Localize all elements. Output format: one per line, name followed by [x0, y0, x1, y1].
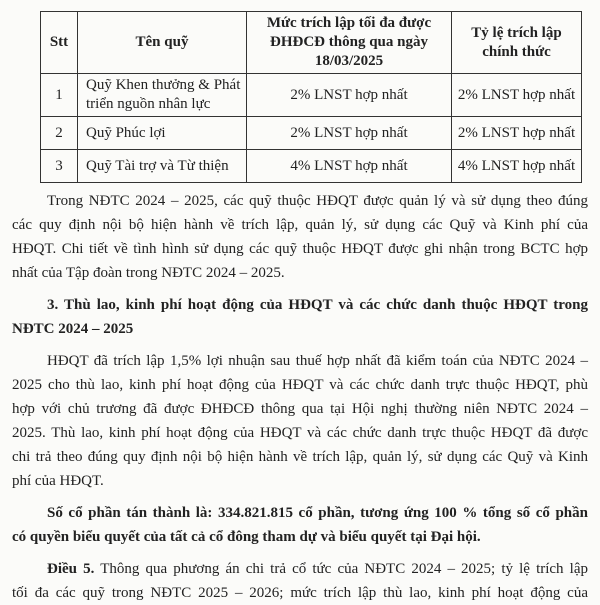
cell-stt: 1 — [41, 74, 78, 117]
table-row — [41, 74, 582, 117]
paragraph-line: 2025 cho thù lao, kinh phí hoạt động của HĐQT và các chức danh trực thuộc HĐQT, phù — [12, 377, 588, 393]
header-fund-name: Tên quỹ — [78, 12, 247, 74]
paragraph-line: Trong NĐTC 2024 – 2025, các quỹ thuộc HĐQT được quản lý và sử dụng theo đúng — [47, 193, 588, 209]
cell-max-rate: 2% LNST hợp nhất — [247, 74, 452, 117]
cell-max-rate: 2% LNST hợp nhất — [247, 117, 452, 150]
cell-stt: 3 — [41, 150, 78, 183]
cell-official-rate: 4% LNST hợp nhất — [452, 150, 582, 183]
section-heading: NĐTC 2024 – 2025 — [12, 321, 134, 337]
header-official-rate: Tỷ lệ trích lập chính thức — [452, 12, 582, 74]
cell-max-rate: 4% LNST hợp nhất — [247, 150, 452, 183]
header-stt: Stt — [41, 12, 78, 74]
paragraph-line: 2025. Thù lao, kinh phí hoạt động của HĐQT và các chức danh trực thuộc HĐQT đã được — [12, 425, 588, 441]
vote-result: có quyền biểu quyết của tất cả cổ đông tham dự và biểu quyết tại Đại hội. — [12, 529, 481, 545]
table-row — [41, 117, 582, 150]
cell-fund-name: Quỹ Phúc lợi — [78, 117, 247, 150]
paragraph-line: nhất của Tập đoàn trong NĐTC 2024 – 2025. — [12, 265, 285, 281]
paragraph-line: HĐQT. Chi tiết về tình hình sử dụng các quỹ thuộc HĐQT được ghi nhận trong BCTC hợp — [12, 241, 588, 257]
article-5-line — [47, 557, 588, 581]
cell-stt: 2 — [41, 117, 78, 150]
header-max-rate: Mức trích lập tối đa được ĐHĐCĐ thông qua ngày 18/03/2025 — [247, 12, 452, 74]
paragraph-line: phí của HĐQT. — [12, 473, 104, 489]
paragraph-line: HĐQT đã trích lập 1,5% lợi nhuận sau thuế hợp nhất đã kiểm toán của NĐTC 2024 – — [47, 353, 588, 369]
paragraph-line: các quy định nội bộ hiện hành về trích lập, quản lý, sử dụng các Quỹ và Kinh phí của — [12, 217, 588, 233]
fund-table — [40, 11, 582, 183]
cell-official-rate: 2% LNST hợp nhất — [452, 117, 582, 150]
paragraph-line: hợp với chủ trương đã được ĐHĐCĐ thông qua tại Hội nghị thường niên NĐTC 2024 – — [12, 401, 588, 417]
table-header-row — [41, 12, 582, 74]
cell-official-rate: 2% LNST hợp nhất — [452, 74, 582, 117]
section-heading: 3. Thù lao, kinh phí hoạt động của HĐQT và các chức danh thuộc HĐQT trong — [47, 297, 588, 313]
paragraph-line: chi trả theo đúng quy định nội bộ hiện hành về trích lập, quản lý, sử dụng các Quỹ và Kinh — [12, 449, 588, 465]
cell-fund-name: Quỹ Khen thưởng & Phát triển nguồn nhân lực — [78, 74, 247, 117]
table-row — [41, 150, 582, 183]
article-5-line: tối đa các quỹ trong NĐTC 2025 – 2026; mức trích lập thù lao, kinh phí hoạt động của — [12, 585, 588, 601]
article-5-text: Thông qua phương án chi trả cổ tức của NĐTC 2024 – 2025; tỷ lệ trích lập — [94, 561, 589, 577]
article-5-label: Điều 5. — [47, 561, 95, 577]
cell-fund-name: Quỹ Tài trợ và Từ thiện — [78, 150, 247, 183]
vote-result: Số cổ phần tán thành là: 334.821.815 cổ phần, tương ứng 100 % tổng số cổ phần — [47, 505, 588, 521]
